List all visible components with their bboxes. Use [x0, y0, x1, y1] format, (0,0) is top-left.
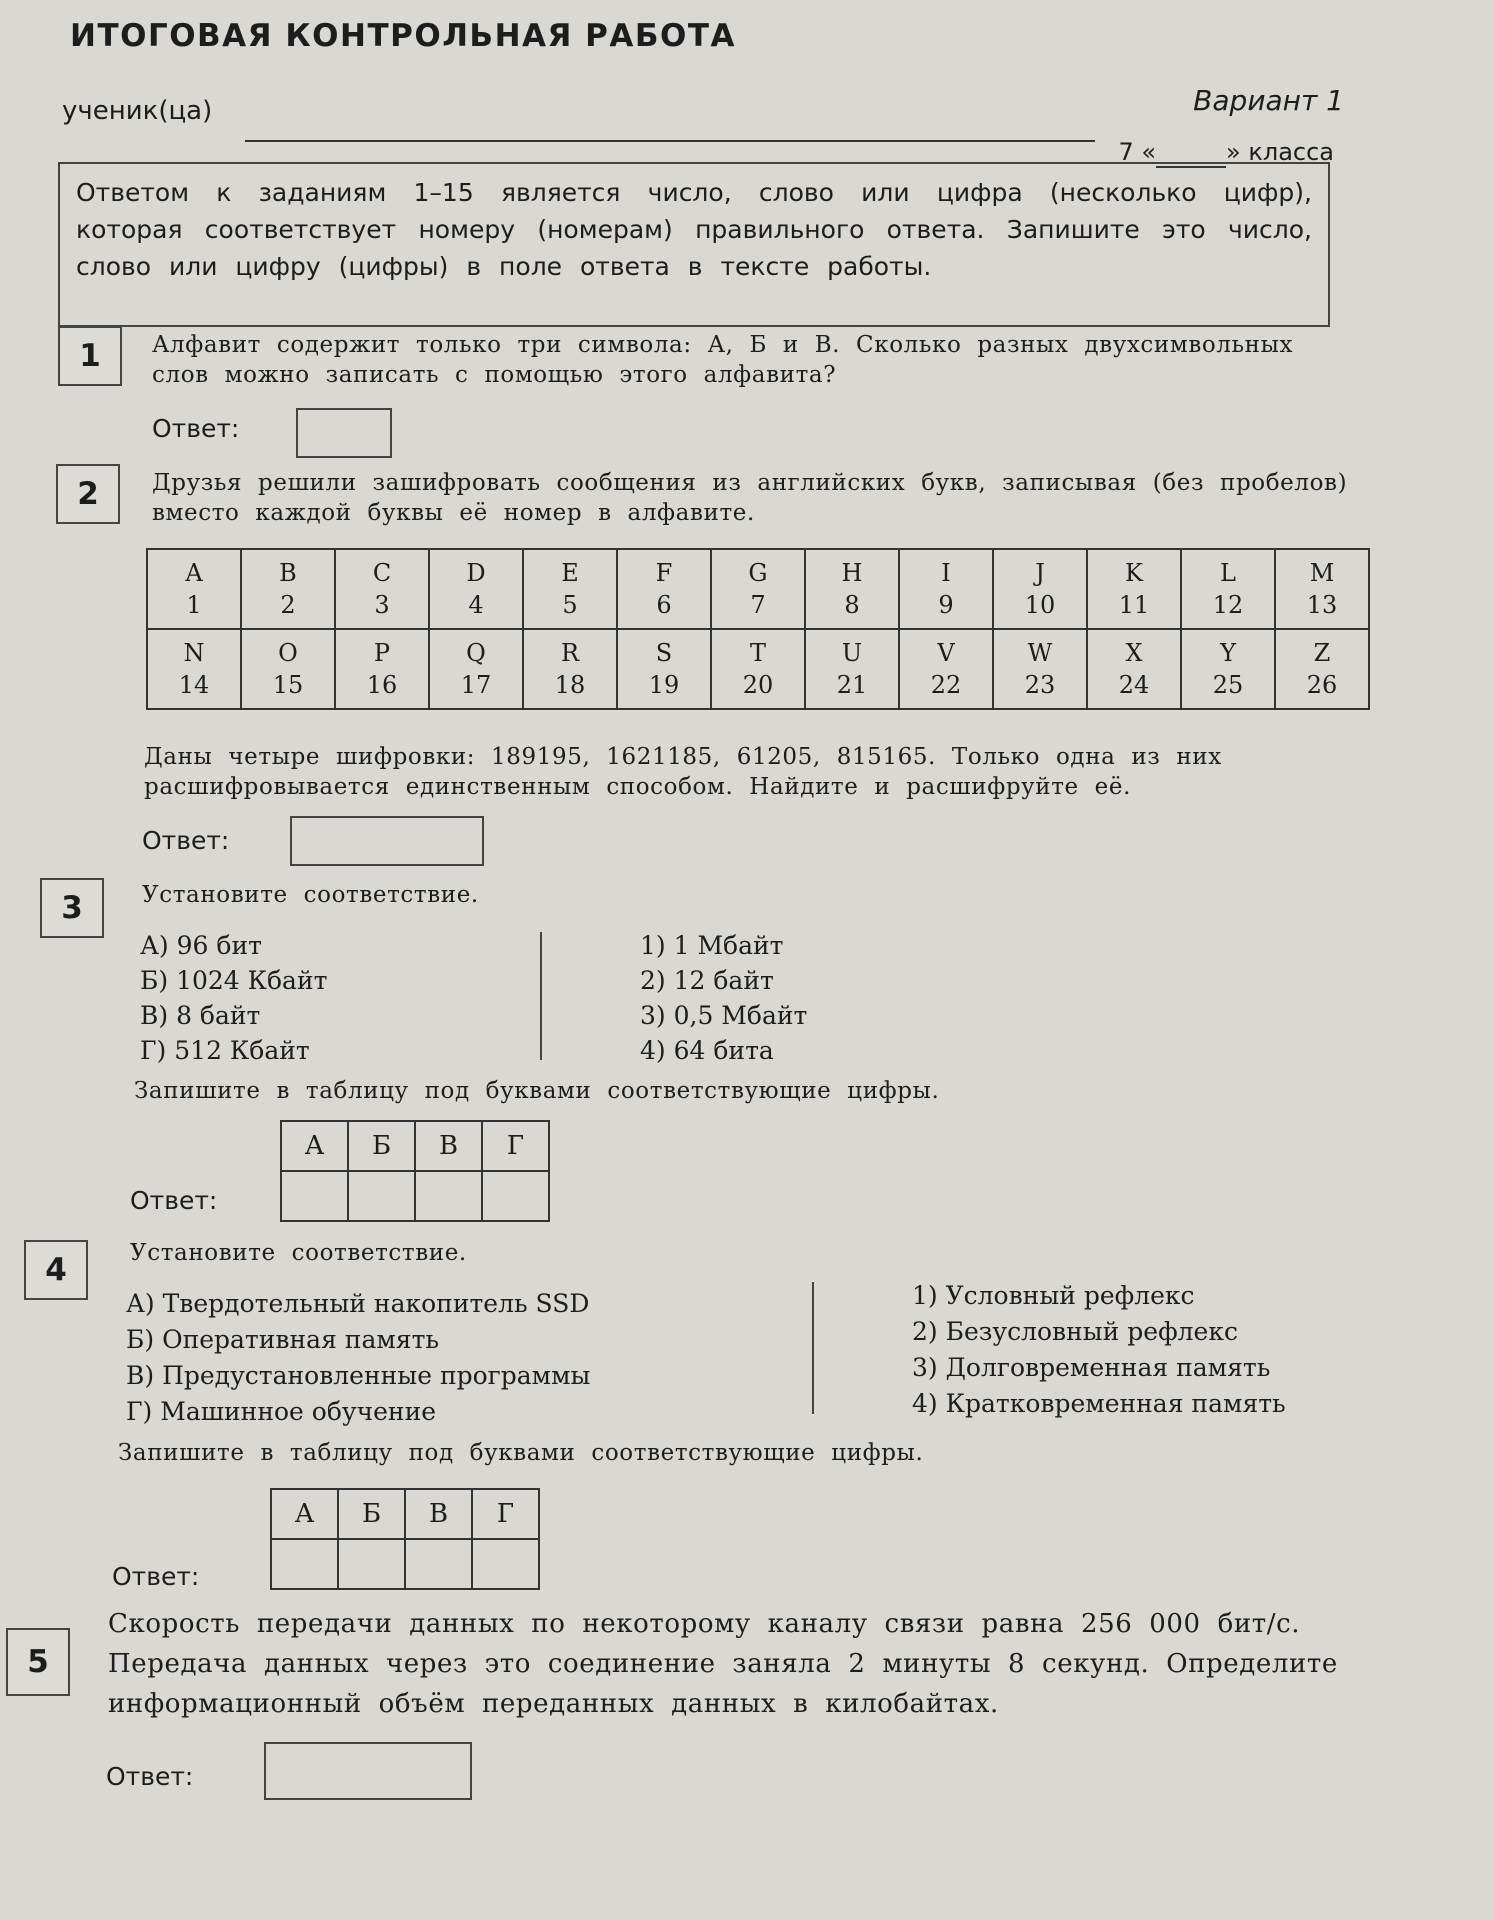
alphabet-cell: A 1	[147, 549, 241, 629]
answer-table-header: Б	[348, 1121, 415, 1171]
alphabet-cell: T 20	[711, 629, 805, 709]
alphabet-cell: P 16	[335, 629, 429, 709]
answer-label-5: Ответ:	[106, 1762, 194, 1791]
task-number-5: 5	[6, 1628, 70, 1696]
answer-box-2[interactable]	[290, 816, 484, 866]
alphabet-cell: V 22	[899, 629, 993, 709]
task-1-text: Алфавит содержит только три символа: А, Б и В. Сколько разных двухсимвольных слов можно записать с помощью этого алфавита?	[152, 332, 1294, 388]
task-number-3: 3	[40, 878, 104, 938]
student-label: ученик(ца)	[62, 96, 213, 126]
answer-box-5[interactable]	[264, 1742, 472, 1800]
answer-label-1: Ответ:	[152, 414, 240, 443]
alphabet-cell: U 21	[805, 629, 899, 709]
answer-table-header: Б	[338, 1489, 405, 1539]
list-item: 4) Кратковременная память	[912, 1389, 1286, 1418]
task-2-text: Друзья решили зашифровать сообщения из английских букв, записывая (без пробелов) вместо каждой буквы её номер в алфавите.	[152, 470, 1348, 526]
answer-cell[interactable]	[415, 1171, 482, 1221]
alphabet-cell: M 13	[1275, 549, 1369, 629]
list-item: 3) 0,5 Мбайт	[640, 1001, 808, 1030]
task-4-divider	[812, 1282, 814, 1414]
answer-label-2: Ответ:	[142, 826, 230, 855]
answer-table-header: В	[415, 1121, 482, 1171]
class-suffix: » класса	[1226, 138, 1334, 166]
answer-table-header: Г	[482, 1121, 549, 1171]
alphabet-cell: J 10	[993, 549, 1087, 629]
list-item: А) Твердотельный накопитель SSD	[126, 1289, 590, 1318]
alphabet-cell: B 2	[241, 549, 335, 629]
alphabet-cell: I 9	[899, 549, 993, 629]
task-number-2: 2	[56, 464, 120, 524]
alphabet-cell: K 11	[1087, 549, 1181, 629]
alphabet-table	[146, 548, 1370, 710]
list-item: 4) 64 бита	[640, 1036, 774, 1065]
alphabet-cell: Z 26	[1275, 629, 1369, 709]
task-3-instruction: Запишите в таблицу под буквами соответствующие цифры.	[134, 1078, 940, 1104]
answer-label-4: Ответ:	[112, 1562, 200, 1591]
alphabet-cell: Q 17	[429, 629, 523, 709]
list-item: 1) Условный рефлекс	[912, 1281, 1195, 1310]
task-4-right-list	[912, 1278, 1392, 1422]
task-3-divider	[540, 932, 542, 1060]
answer-cell[interactable]	[271, 1539, 338, 1589]
alphabet-cell: C 3	[335, 549, 429, 629]
variant-label: Вариант 1	[1193, 84, 1344, 117]
task-number-4: 4	[24, 1240, 88, 1300]
answer-cell[interactable]	[281, 1171, 348, 1221]
list-item: 1) 1 Мбайт	[640, 931, 784, 960]
task-3-left-list	[140, 928, 530, 1068]
answer-box-1[interactable]	[296, 408, 392, 458]
student-name-line[interactable]	[245, 140, 1095, 142]
alphabet-cell: O 15	[241, 629, 335, 709]
alphabet-cell: H 8	[805, 549, 899, 629]
alphabet-row-1	[147, 549, 1369, 629]
list-item: Б) 1024 Кбайт	[140, 966, 328, 995]
answer-table-header: Г	[472, 1489, 539, 1539]
task-3-title: Установите соответствие.	[142, 882, 479, 908]
answer-cell[interactable]	[482, 1171, 549, 1221]
alphabet-cell: S 19	[617, 629, 711, 709]
task-5-text: Скорость передачи данных по некоторому каналу связи равна 256 000 бит/с. Передача данных через это соединение заняла 2 минуты 8 секунд. Определите информационный объём переданных данных в килобайтах.	[108, 1609, 1338, 1719]
alphabet-cell: Y 25	[1181, 629, 1275, 709]
alphabet-cell: G 7	[711, 549, 805, 629]
answer-cell[interactable]	[472, 1539, 539, 1589]
list-item: 2) Безусловный рефлекс	[912, 1317, 1238, 1346]
alphabet-cell: R 18	[523, 629, 617, 709]
list-item: А) 96 бит	[140, 931, 262, 960]
class-prefix: 7 «	[1118, 138, 1157, 166]
answer-table-header: А	[281, 1121, 348, 1171]
answer-table-header: В	[405, 1489, 472, 1539]
list-item: 3) Долговременная память	[912, 1353, 1271, 1382]
answer-table-header: А	[271, 1489, 338, 1539]
alphabet-row-2	[147, 629, 1369, 709]
alphabet-cell: D 4	[429, 549, 523, 629]
answer-cell[interactable]	[348, 1171, 415, 1221]
alphabet-cell: W 23	[993, 629, 1087, 709]
task-2-question: Даны четыре шифровки: 189195, 1621185, 61205, 815165. Только одна из них расшифровывается единственным способом. Найдите и расшифруйте её.	[144, 744, 1222, 800]
list-item: Б) Оперативная память	[126, 1325, 440, 1354]
answer-table-3	[280, 1120, 550, 1222]
list-item: В) Предустановленные программы	[126, 1361, 591, 1390]
page-title: ИТОГОВАЯ КОНТРОЛЬНАЯ РАБОТА	[70, 18, 736, 54]
alphabet-cell: X 24	[1087, 629, 1181, 709]
answer-cell[interactable]	[338, 1539, 405, 1589]
task-4-left-list	[126, 1286, 826, 1430]
alphabet-cell: E 5	[523, 549, 617, 629]
list-item: Г) Машинное обучение	[126, 1397, 437, 1426]
task-number-1: 1	[58, 326, 122, 386]
answer-table-4	[270, 1488, 540, 1590]
alphabet-cell: F 6	[617, 549, 711, 629]
list-item: Г) 512 Кбайт	[140, 1036, 310, 1065]
answer-cell[interactable]	[405, 1539, 472, 1589]
list-item: В) 8 байт	[140, 1001, 261, 1030]
list-item: 2) 12 байт	[640, 966, 774, 995]
task-4-instruction: Запишите в таблицу под буквами соответствующие цифры.	[118, 1440, 924, 1466]
task-4-title: Установите соответствие.	[130, 1240, 467, 1266]
answer-label-3: Ответ:	[130, 1186, 218, 1215]
alphabet-cell: L 12	[1181, 549, 1275, 629]
instructions-box: Ответом к заданиям 1–15 является число, слово или цифра (несколько цифр), которая соответствует номеру (номерам) правильного ответа. Запишите это число, слово или цифру (цифры) в поле ответа в тексте работы.	[58, 162, 1330, 327]
task-3-right-list	[640, 928, 1060, 1068]
alphabet-cell: N 14	[147, 629, 241, 709]
